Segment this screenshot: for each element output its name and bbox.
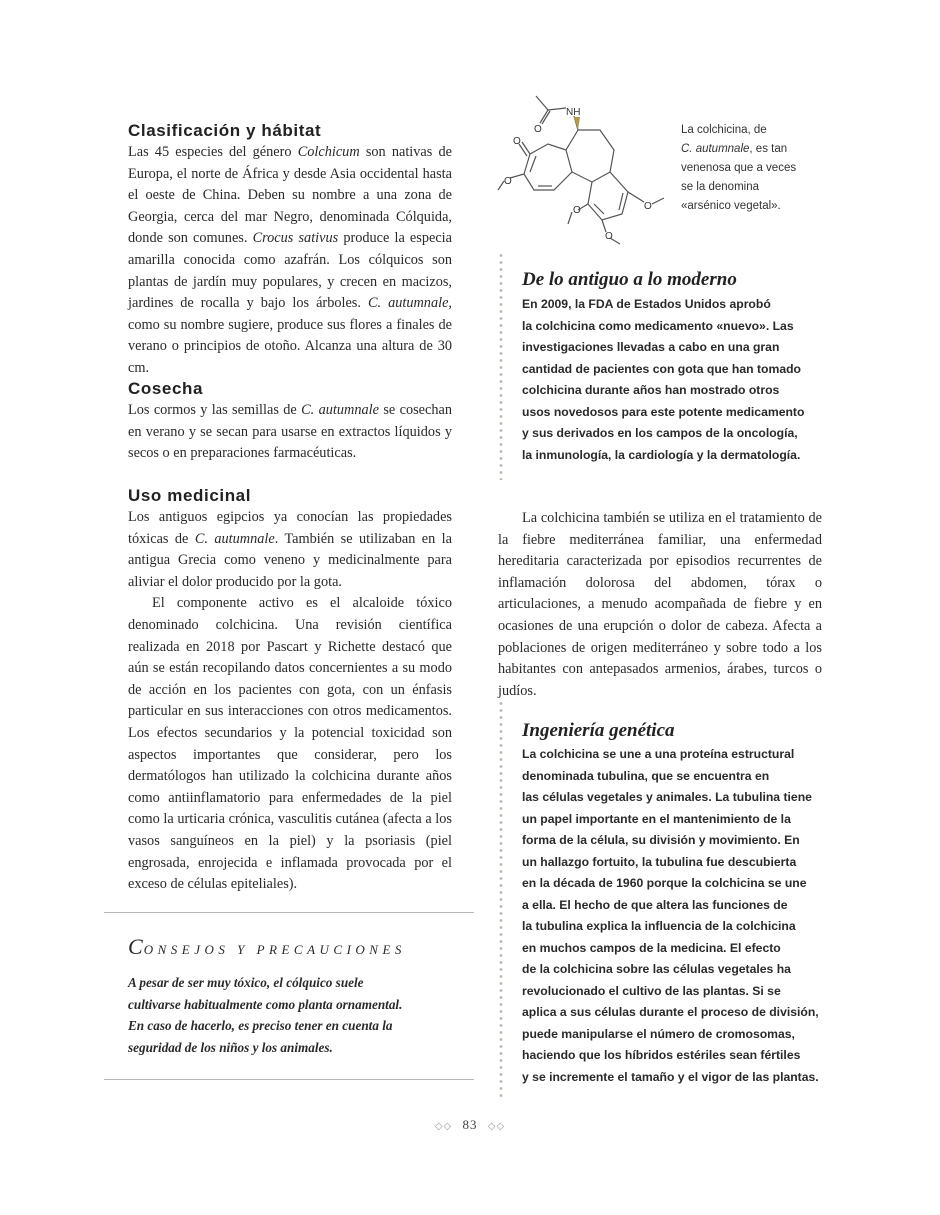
page-footer [0, 1117, 940, 1133]
paragraph-uso-1: Los antiguos egipcios ya conocían las propiedades tóxicas de C. autumnale. También se utilizaban en la antigua Grecia como veneno y medicinalmente para aliviar el dolor producido por la gota. [128, 509, 453, 590]
footer-ornament-left: ◇◇ [434, 1121, 453, 1132]
colchicine-molecule-diagram [496, 86, 676, 246]
heading-uso-medicinal: Uso medicinal [128, 486, 252, 505]
atom-nh-label: NH [566, 107, 581, 118]
consejos-body: A pesar de ser muy tóxico, el cólquico suele cultivarse habitualmente como planta ornamental. En caso de hacerlo, es preciso tener en cuenta la seguridad de los niños y los animales. [128, 975, 403, 1055]
sidebar-antiguo-body: En 2009, la FDA de Estados Unidos aprobó la colchicina como medicamento «nuevo». Las investigaciones llevadas a cabo en una gran cantidad de pacientes con gota que han tomado colchicina durante años han mostrado otros usos novedosos para este potente medicamento y sus derivados en los campos de la oncología, la inmunología, la cardiología y la dermatología. [522, 297, 805, 462]
consejos-title: CONSEJOS Y PRECAUCIONES [128, 934, 406, 959]
consejos-box [128, 934, 468, 1058]
atom-o-label: O [644, 201, 652, 212]
heading-cosecha: Cosecha [128, 379, 204, 398]
footer-ornament-right: ◇◇ [487, 1121, 506, 1132]
atom-o-label: O [573, 205, 581, 216]
rule-top [104, 912, 474, 913]
page-number: 83 [462, 1117, 478, 1132]
sidebar-genetica-body: La colchicina se une a una proteína estructural denominada tubulina, que se encuentra en las células vegetales y animales. La tubulina tiene un papel importante en el mantenimiento de la forma de la célula, su división y movimiento. En un hallazgo fortuito, la tubulina fue descubierta en la década de 1960 porque la colchicina se une a ella. El hecho de que altera las funciones de la tubulina explica la influencia de la colchicina en muchos campos de la medicina. El efecto de la colchicina sobre las células vegetales ha revolucionado el cultivo de las plantas. Si se aplica a sus células durante el proceso de división, puede manipularse el número de cromosomas, haciendo que los híbridos estériles sean fértiles y se incremente el tamaño y el vigor de las plantas. [522, 747, 819, 1084]
atom-o-label: O [534, 124, 542, 135]
section-uso-medicinal [128, 485, 452, 896]
paragraph-uso-2: El componente activo es el alcaloide tóxico denominado colchicina. Una revisión científica realizada en 2018 por Pascart y Richette destacó que aún se están recopilando datos concernientes a su modo de acción en los pacientes con gota, con un énfasis particular en sus interacciones con otros medicamentos. Los efectos secundarios y la potencial toxicidad son aspectos importantes que considerar, pero los dermatólogos han utilizado la colchicina durante años como antiinflamatorio para enfermedades de la piel como la urticaria crónica, vasculitis cutánea (afecta a los vasos sanguíneos en la piel) y la psoriasis (piel engrosada, enrojecida e inflamada provocada por el exceso de células epiteliales). [128, 595, 452, 893]
atom-o-label: O [504, 176, 512, 187]
sidebar-genetica-border [497, 700, 505, 1100]
heading-clasificacion: Clasificación y hábitat [128, 121, 322, 140]
rule-bottom [104, 1079, 474, 1080]
sidebar-antiguo [522, 268, 842, 466]
right-paragraph-section [498, 508, 822, 702]
sidebar-antiguo-border [497, 252, 505, 480]
atom-o-label: O [513, 136, 521, 147]
section-cosecha [128, 378, 452, 465]
section-clasificacion [128, 120, 452, 380]
atom-o-label: O [605, 231, 613, 242]
sidebar-genetica [522, 719, 842, 1088]
molecule-caption: La colchicina, de C. autumnale, es tan venenosa que a veces se la denomina «arsénico vegetal». [681, 124, 797, 212]
right-paragraph: La colchicina también se utiliza en el tratamiento de la fiebre mediterránea familiar, una enfermedad hereditaria caracterizada por episodios recurrentes de inflamación dolorosa del abdomen, tórax o articulaciones, a menudo acompañada de fiebre y en ocasiones de una erupción o dolor de cabeza. Afecta a poblaciones de origen mediterráneo y sobre todo a los habitantes con antepasados armenios, árabes, turcos o judíos. [498, 510, 822, 699]
paragraph-cosecha: Los cormos y las semillas de C. autumnale se cosechan en verano y se secan para usarse en extractos líquidos y secos o en preparaciones farmacéuticas. [128, 402, 453, 462]
sidebar-antiguo-title: De lo antiguo a lo moderno [522, 269, 737, 290]
paragraph-clasificacion: Las 45 especies del género Colchicum son nativas de Europa, el norte de África y desde Asia occidental hasta el oeste de China. Deben su nombre a una zona de Georgia, cerca del mar Negro, denominada Cólquida, donde son comunes. Crocus sativus produce la especia amarilla conocida como azafrán. Los cólquicos son plantas de jardín muy populares, y crecen en macizos, jardines de rocalla y bajo los árboles. C. autumnale, como su nombre sugiere, produce sus flores a finales de verano o principios de otoño. Alcanza una altura de 30 cm. [128, 144, 453, 376]
sidebar-genetica-title: Ingeniería genética [522, 720, 675, 741]
